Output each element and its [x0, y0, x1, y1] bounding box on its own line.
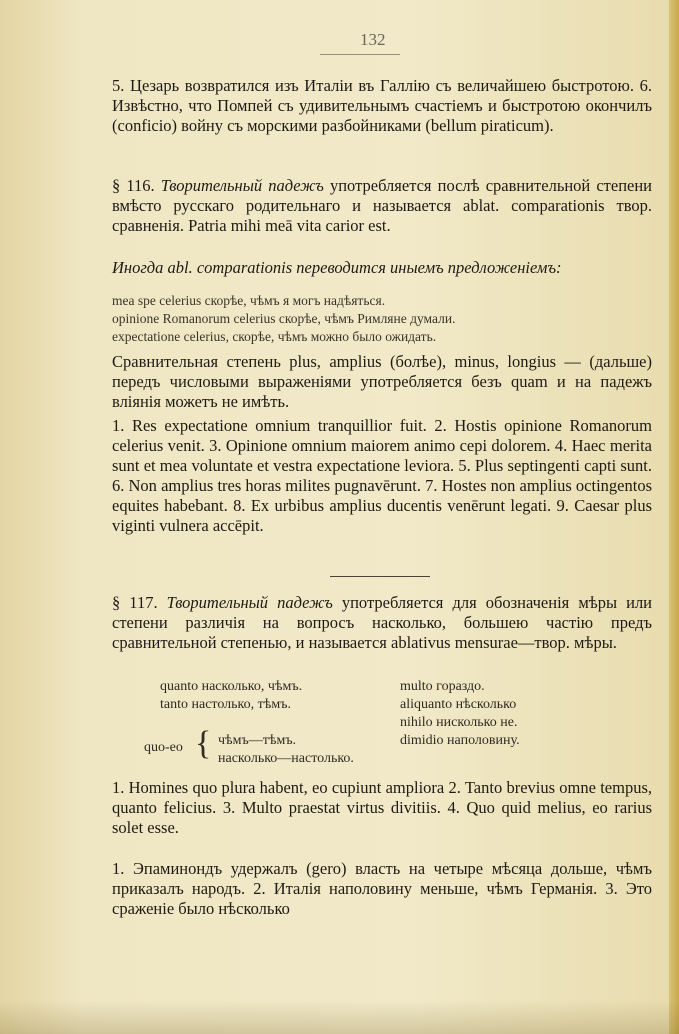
section-116-lead: Творительный падежъ — [160, 176, 324, 195]
section-116-exercises: 1. Res expectatione omnium tranquillior fuit. 2. Hostis opinione Romanorum celerius venit. 3. Opinione omnium maiorem animo cepi dolorem. 4. Haec merita sunt et mea voluntate et vestra expectatione leviora. 5. Plus septingenti capti sunt. 6. Non amplius tres horas milites pugnavērunt. 7. Hostes non amplius octingentos equites habebant. 8. Ex urbibus amplius ducentis venērunt legati. 9. Caesar plus viginti vulnera accēpit. — [112, 416, 652, 535]
vocab-right-2: aliquanto нѣсколько — [400, 697, 517, 712]
quo-eo-meaning-2: насколько—настолько. — [218, 751, 354, 766]
section-116-text: употребляется послѣ сравнительной степени вмѣсто русскаго родительнаго и называется ablat. comparationis твор. сравненія. Patria mihi meā vita carior est. — [112, 176, 653, 235]
section-116-number: § 116. — [112, 176, 155, 195]
section-116 — [112, 176, 652, 236]
quo-eo-meaning-1: чѣмъ—тѣмъ. — [218, 733, 297, 748]
page-number: 132 — [360, 30, 386, 49]
vocab-right-4: dimidio наполовину. — [400, 733, 520, 748]
quo-eo-label: quo-eo — [144, 740, 183, 755]
page-edge — [669, 0, 679, 1034]
page-bottom-shadow — [0, 1000, 679, 1034]
section-116-p3: Сравнительная степень plus, amplius (болѣе), minus, longius — (дальше) передъ числовыми выраженіями употребляется безъ quam и на падежъ вліянія можетъ не имѣть. — [112, 352, 652, 411]
section-117-latin-exercises: 1. Homines quo plura habent, eo cupiunt ampliora 2. Tanto brevius omne tempus, quanto felicius. 3. Multo praestat virtus divitiis. 4. Quo quid melius, eo rarius solet esse. — [112, 778, 652, 837]
section-117-text: употребляется для обозначенія мѣры или степени различія на вопросъ насколько, большею частію предъ сравнительной степенью, и называется ablativus mensurae—твор. мѣры. — [112, 593, 653, 652]
page-number-rule — [320, 54, 400, 55]
example-2: opinione Romanorum celerius скорѣе, чѣмъ Римляне думали. — [112, 311, 456, 326]
section-117-number: § 117. — [112, 593, 158, 612]
vocab-right-1: multo гораздо. — [400, 679, 485, 694]
example-3: expectatione celerius, скорѣе, чѣмъ можно было ожидать. — [112, 329, 437, 344]
section-divider — [330, 576, 430, 577]
section-116-p2: Иногда abl. comparationis переводится иныемъ предложеніемъ: — [112, 258, 562, 277]
section-117-lead: Творительный падежъ — [166, 593, 333, 612]
section-117 — [112, 593, 652, 653]
paragraph-5-6: 5. Цезарь возвратился изъ Италіи въ Галлію съ величайшею быстротою. 6. Извѣстно, что Помпей съ удивительнымъ счастіемъ и быстротою окончилъ (conficio) войну съ морскими разбойниками (bellum piraticum). — [112, 76, 652, 135]
vocab-left-1: quanto насколько, чѣмъ. — [160, 679, 303, 694]
vocab-left-2: tanto настолько, тѣмъ. — [160, 697, 291, 712]
vocab-right-3: nihilo нисколько не. — [400, 715, 518, 730]
example-1: mea spe celerius скорѣе, чѣмъ я могъ надѣяться. — [112, 293, 386, 308]
section-117-russian-exercises: 1. Эпаминондъ удержалъ (gero) власть на четыре мѣсяца дольше, чѣмъ приказалъ народъ. 2. Италія наполовину меньше, чѣмъ Германія. 3. Это сраженіе было нѣсколько — [112, 859, 652, 918]
brace-icon: { — [195, 725, 212, 762]
